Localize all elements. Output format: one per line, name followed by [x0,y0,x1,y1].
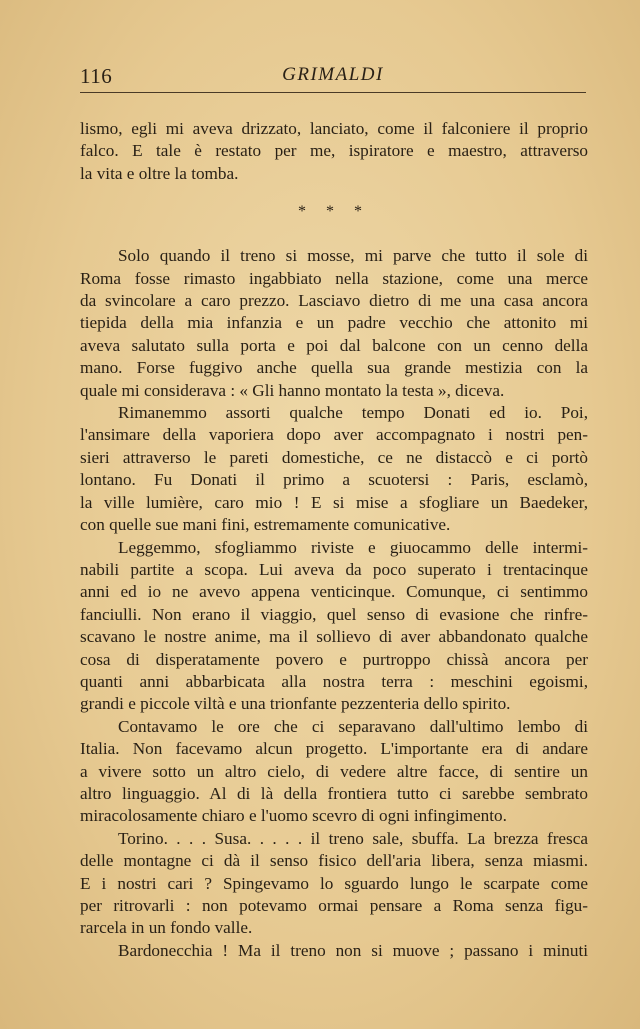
paragraph [80,828,588,940]
body-text [80,118,588,962]
text-line: da svincolare a caro prezzo. Lasciavo dietro di me una casa ancora [80,291,588,311]
text-line: per ritrovarli : non potevamo ormai pensare a Roma senza figu- [80,896,588,915]
text-line: aveva salutato sulla porta e poi dal balcone con un cenno della [80,335,588,355]
text-line: Contavamo le ore che ci separavano dall'ultimo lembo di [118,716,588,736]
page-header [80,62,586,90]
text-line: delle montagne ci dà il senso fisico dell'aria libera, senza miasmi. [80,851,588,871]
text-line: sieri attraverso le pareti domestiche, ce ne distaccò e ci portò [80,447,588,467]
running-title: GRIMALDI [282,64,384,85]
text-line: grandi e piccole viltà e una trionfante pezzenteria dello spirito. [80,694,511,714]
section-separator: * * * [298,203,370,221]
paragraph [80,537,588,716]
text-line: tiepida della mia infanzia e un padre vecchio che attonito mi [80,313,588,333]
text-line: Italia. Non facevamo alcun progetto. L'importante era di andare [80,739,588,759]
text-line: anni ed io ne avevo appena venticinque. Comunque, ci sentimmo [80,582,588,602]
text-line: nabili partite a scopa. Lui aveva da poco superato i trentacinque [80,559,588,579]
paragraph [80,118,588,185]
text-line: rarcela in un fondo valle. [80,918,253,938]
paragraph [80,716,588,828]
text-line: l'ansimare della vaporiera dopo aver accompagnato i nostri pen- [80,425,588,445]
text-line: falco. E tale è restato per me, ispiratore e maestro, attraverso [80,141,588,161]
text-line: cosa di disperatamente povero e purtroppo chissà ancora per [80,649,588,669]
text-line: Bardonecchia ! Ma il treno non si muove ; passano i minuti [118,940,588,960]
text-line: fanciulli. Non erano il viaggio, quel senso di evasione che rinfre- [80,604,588,624]
text-line: E i nostri cari ? Spingevamo lo sguardo lungo le scarpate come [80,873,588,893]
text-line: Roma fosse rimasto ingabbiato nella stazione, come una merce [80,268,588,288]
text-line: Solo quando il treno si mosse, mi parve che tutto il sole di [118,246,588,266]
text-line: la ville lumière, caro mio ! E si mise a sfogliare un Baedeker, [80,492,588,512]
text-line: lontano. Fu Donati il primo a scuotersi : Paris, esclamò, [80,470,588,490]
header-rule [80,92,586,93]
paragraph [80,402,588,536]
text-line: mano. Forse fuggivo anche quella sua grande mestizia con la [80,358,588,378]
text-line: Rimanemmo assorti qualche tempo Donati ed io. Poi, [118,403,588,423]
text-line: la vita e oltre la tomba. [80,163,239,183]
paragraph [80,940,588,962]
text-line: con quelle sue mani fini, estremamente comunicative. [80,515,451,535]
text-line: quanti anni abbarbicata alla nostra terra : meschini egoismi, [80,671,588,691]
text-line: lismo, egli mi aveva drizzato, lanciato, come il falconiere il proprio [80,119,588,138]
text-line: quale mi considerava : « Gli hanno montato la testa », diceva. [80,380,505,400]
page-number: 116 [80,64,113,88]
text-line: altro linguaggio. Al di là della frontiera tutto ci sarebbe sembrato [80,783,588,803]
text-line: miracolosamente chiaro e l'uomo scevro di ogni infingimento. [80,806,507,826]
text-line: scavano le nostre anime, ma il sollievo di aver abbandonato qualche [80,627,588,647]
text-line: a vivere sotto un altro cielo, di vedere altre facce, di sentire un [80,761,588,781]
paragraph [80,245,588,402]
text-line: Leggemmo, sfogliammo riviste e giuocammo delle intermi- [118,537,588,557]
text-line: Torino. . . . Susa. . . . . il treno sale, sbuffa. La brezza fresca [118,828,588,848]
